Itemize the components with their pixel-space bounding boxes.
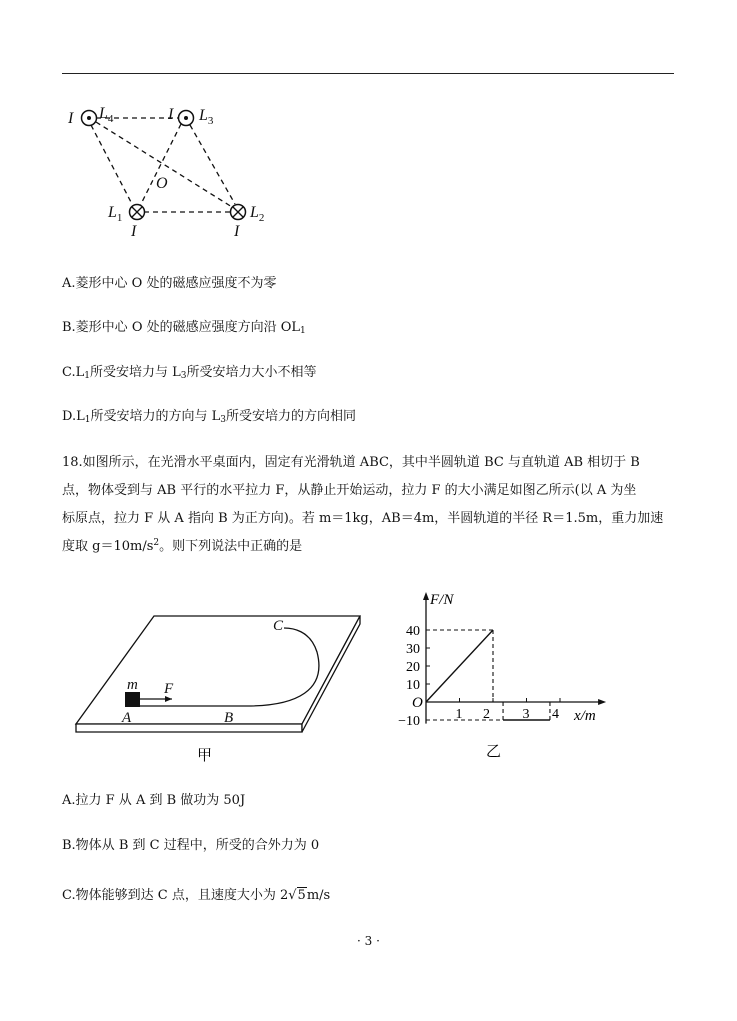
caption-jia: 甲	[197, 748, 213, 764]
y-tick-label: 10	[406, 678, 420, 693]
q17-option-b: B.菱形中心 O 处的磁感应强度方向沿 $OL_1$	[62, 320, 306, 336]
q18-stem-line-4: 度取 $g=10m/s^2$。则下列说法中正确的是	[62, 538, 303, 554]
block-m	[125, 692, 140, 707]
current-label-L2: I	[234, 223, 240, 240]
y-tick-label: 40	[406, 624, 420, 639]
q17-option-d: $D.L_1$所受安培力的方向与 $L_3$所受安培力的方向相同	[62, 409, 356, 425]
q18-stem-line-1: 18.如图所示，在光滑水平桌面内，固定有光滑轨道 ABC，其中半圆轨道 BC 与直轨道 AB 相切于 B	[62, 455, 640, 470]
x-tick-label: 2	[483, 707, 490, 722]
chart-origin: O	[412, 695, 423, 711]
y-tick-label: 20	[406, 660, 420, 675]
track-table-figure	[72, 610, 372, 770]
q17-option-a: A.菱形中心 O 处的磁感应强度不为零	[62, 276, 277, 291]
center-label-O: O	[156, 175, 168, 192]
current-label-L3: I	[168, 106, 174, 123]
caption-yi: 乙	[486, 744, 502, 760]
x-tick-label: 3	[522, 707, 530, 722]
x-tick-label: 1	[455, 707, 463, 722]
x-axis-arrow-icon	[598, 699, 606, 705]
q18-stem-line-3: 标原点，拉力 F 从 A 指向 B 为正方向)。若 m＝1kg，AB＝4m，半圆轨道的半径 R＝1.5m，重力加速	[62, 511, 664, 526]
q18-option-b: B.物体从 B 到 C 过程中，所受的合外力为 0	[62, 838, 320, 853]
force-label: F	[164, 681, 174, 697]
table-front	[76, 724, 302, 732]
diagonal-L4-L2	[96, 122, 232, 207]
point-a-label: A	[122, 710, 132, 726]
mass-label: m	[127, 677, 138, 693]
rhombus-wire-figure	[60, 96, 290, 246]
chart-ylabel: F/N	[430, 592, 454, 608]
wire-L3-out-icon	[179, 111, 194, 126]
point-b-label: B	[224, 710, 234, 726]
point-c-label: C	[273, 618, 284, 634]
chart-xlabel: x/m	[574, 708, 596, 724]
wire-L2-in-icon	[231, 205, 246, 220]
table-top	[76, 616, 360, 724]
wire-label-L1: $L_1$	[108, 204, 123, 224]
diagonal-L3-L1	[140, 124, 181, 206]
edge-L4-L1	[91, 125, 132, 204]
wire-L1-in-icon	[130, 205, 145, 220]
y-axis-arrow-icon	[423, 592, 429, 600]
y-tick-label: 30	[406, 642, 420, 657]
q18-option-c: C.物体能够到达 C 点，且速度大小为 2√5m/s	[62, 888, 331, 903]
wire-label-L2: $L_2$	[250, 204, 265, 224]
wire-label-L3: $L_3$	[199, 107, 214, 127]
y-tick-label: −10	[398, 714, 420, 729]
q18-stem-line-2: 点，物体受到与 AB 平行的水平拉力 F，从静止开始运动，拉力 F 的大小满足如图乙所示(以 A 为坐	[62, 483, 637, 498]
current-label-L1: I	[131, 223, 137, 240]
header-rule	[62, 73, 674, 74]
sqrt-symbol: √5	[288, 888, 306, 903]
wire-label-L4: $L_4$	[99, 105, 114, 125]
page-number: · 3 ·	[357, 934, 380, 948]
wire-L4-out-icon	[82, 111, 97, 126]
force-displacement-chart	[388, 588, 618, 768]
x-tick-label: 4	[552, 707, 559, 722]
q17-option-c: $C.L_1$所受安培力与 $L_3$所受安培力大小不相等	[62, 365, 317, 381]
q18-stem	[62, 449, 663, 561]
q18-option-a: A.拉力 F 从 A 到 B 做功为 50J	[62, 793, 246, 808]
series-line-1	[426, 630, 493, 702]
current-label-L4: I	[68, 110, 74, 127]
edge-L3-L2	[190, 125, 235, 204]
